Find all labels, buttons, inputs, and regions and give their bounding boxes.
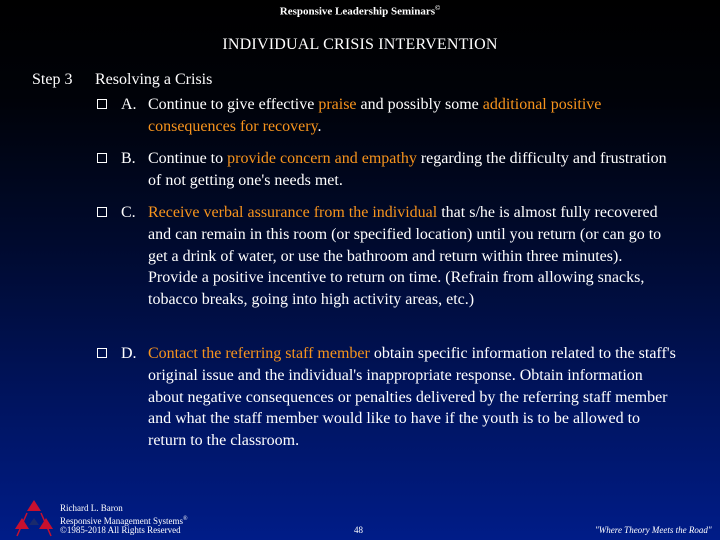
highlighted-text: additional positive consequences for recovery <box>148 96 602 135</box>
page-number: 48 <box>354 525 363 535</box>
text-segment: . <box>317 117 322 135</box>
item-letter: C. <box>121 204 136 221</box>
text-segment: obtain specific information related to the staff's original issue and the individual's inappropriate response. Obtain information about negative consequences or penalties delivered by the referring staff member and what the staff member would like to have if the youth is to be allowed to return to the classroom. <box>148 345 676 450</box>
item-text <box>148 343 676 452</box>
checkbox-icon <box>97 153 107 163</box>
triangle-logo-icon <box>8 498 60 538</box>
highlighted-text: provide concern and empathy <box>227 150 417 167</box>
text-segment: regarding the difficulty and frustration of not getting one's needs met. <box>148 150 667 189</box>
page-title: INDIVIDUAL CRISIS INTERVENTION <box>222 36 498 53</box>
footer-author: Richard L. Baron <box>60 503 123 513</box>
footer-tagline: "Where Theory Meets the Road" <box>595 525 712 535</box>
footer-company: Responsive Management Systems® <box>60 516 188 526</box>
checkbox-icon <box>97 348 107 358</box>
item-text <box>148 94 676 138</box>
seminar-header: Responsive Leadership Seminars© <box>279 4 441 18</box>
text-segment: Continue to <box>148 150 228 167</box>
text-segment: Continue to give effective <box>148 96 319 113</box>
checkbox-icon <box>97 207 107 217</box>
item-letter: A. <box>121 96 137 113</box>
footer-copyright: ©1985-2018 All Rights Reserved <box>60 525 181 535</box>
step-label: Step 3 <box>32 71 73 88</box>
step-heading: Resolving a Crisis <box>95 71 213 88</box>
checkbox-icon <box>97 99 107 109</box>
highlighted-text: praise <box>318 96 357 113</box>
text-segment: and possibly some <box>356 96 483 113</box>
item-letter: D. <box>121 345 137 362</box>
highlighted-text: Receive verbal assurance from the individual <box>148 204 438 221</box>
item-text <box>148 148 676 192</box>
item-letter: B. <box>121 150 136 167</box>
highlighted-text: Contact the referring staff member <box>148 345 370 362</box>
text-segment: that s/he is almost fully recovered and can remain in this room (or specified location) until you return (or can go to get a drink of water, or use the bathroom and return within three minutes). Provide a positive incentive to return on time. (Refrain from allowing snacks, tobacco breaks, going into high activity areas, etc.) <box>148 204 662 309</box>
item-text <box>148 202 676 311</box>
